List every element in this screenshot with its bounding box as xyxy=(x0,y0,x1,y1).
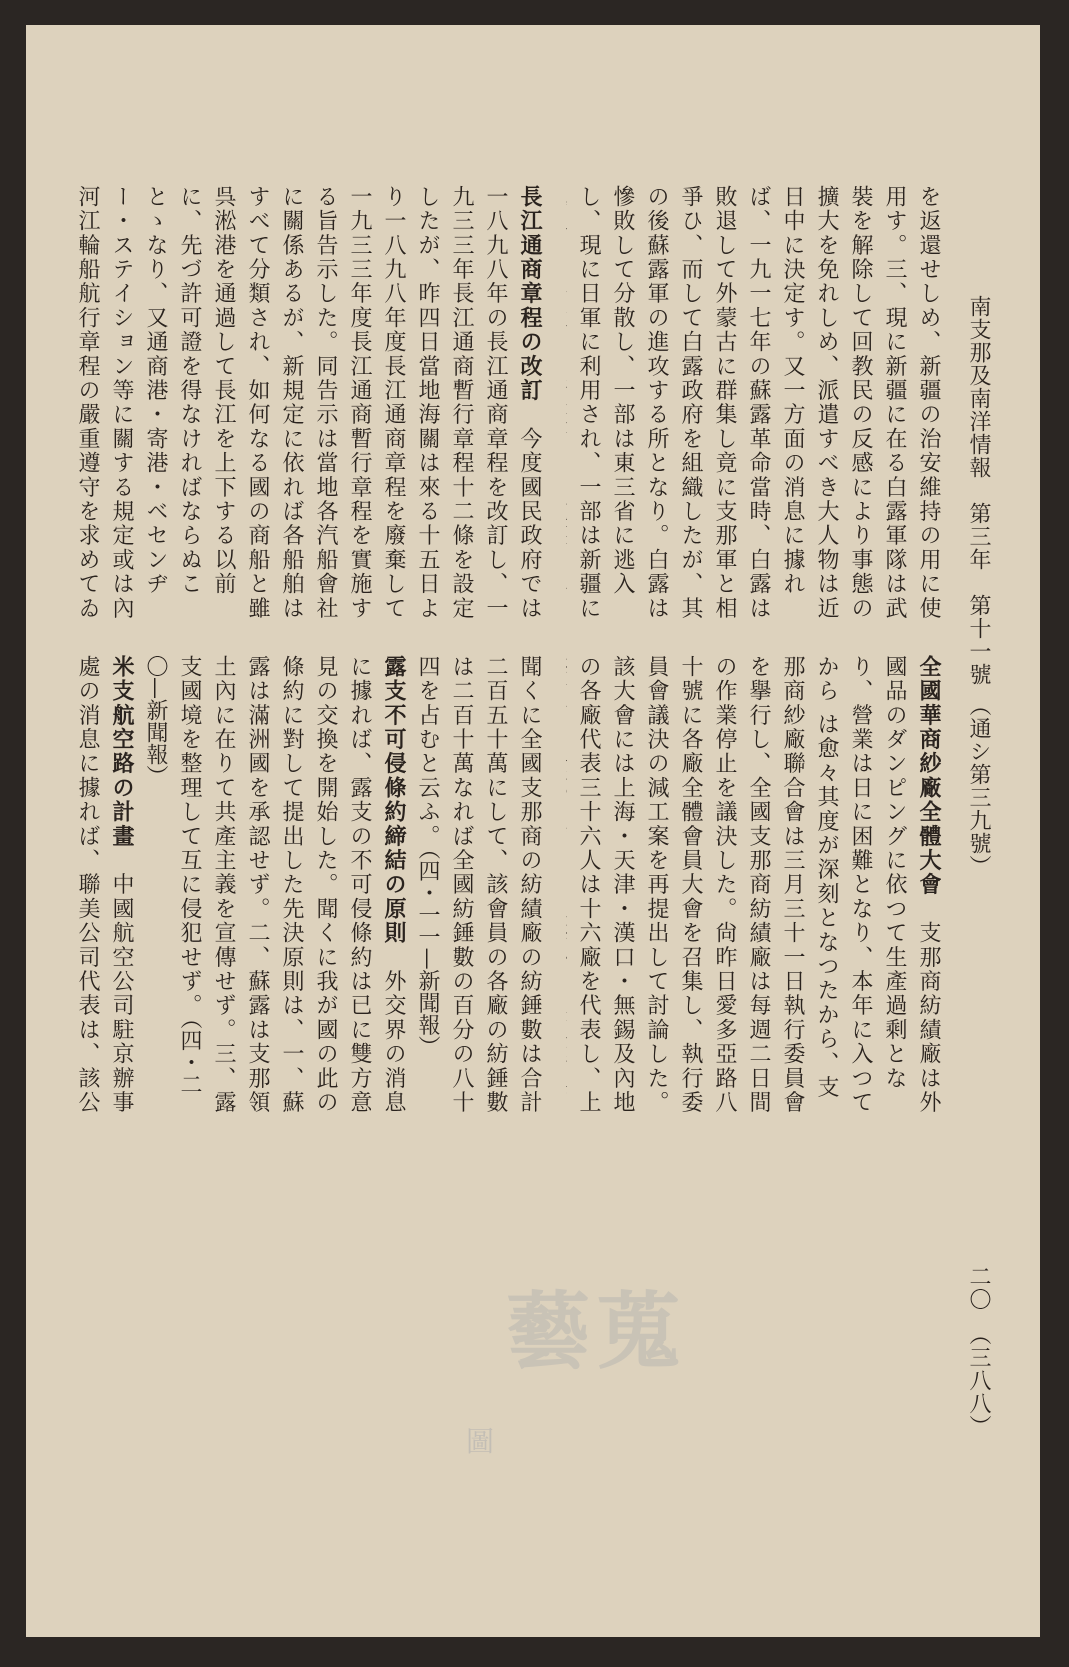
article-aviation xyxy=(66,655,138,1115)
article-body: 支那商紡績廠は外國品のダンピングに依つて生產過剩となり、營業は日に困難となり、本年に入つてから は愈々其度が深刻となつたから、支那商紗廠聯合會は三月三十一日執行委員會を擧行し、全國支那商紡績廠は每週二日間の作業停止を議決した。尙昨日愛多亞路八十號に各廠全體會員大會を召集し、執行委員會議決の減工案を再提出して討論した。該大會には上海・天津・漢口・無錫及內地の各廠代表三十六人は十六廠を代表し、上 xyxy=(576,655,941,1115)
article-title: 全國華商紗廠全體大會 xyxy=(916,655,941,897)
running-header xyxy=(963,295,994,878)
article-title: 米支航空路の計畫 xyxy=(109,655,134,849)
article-cotton-congress xyxy=(566,655,945,1115)
upper-right-column-block xyxy=(566,185,945,635)
article-soviet-treaty xyxy=(138,655,410,1115)
page-number: 二〇 xyxy=(966,1265,991,1311)
journal-title: 南支那及南洋情報 xyxy=(966,295,991,479)
issue-label: 第十一號 xyxy=(966,594,991,686)
article-yangtze-charter xyxy=(66,185,546,635)
article-bishop-census xyxy=(410,655,546,1115)
lower-left-column-block xyxy=(66,655,546,1115)
page-number-block xyxy=(963,1265,994,1438)
article-xinjiang-cont xyxy=(566,185,945,635)
article-body: 中國航空公司駐京辦事處の消息に據れば、聯美公司代表は、該公 xyxy=(75,655,134,1115)
article-body: 今度國民政府では一八九八年の長江通商章程を改訂し、一九三三年長江通商暫行章程十二條を設定したが、昨四日當地海關は來る十五日より一八九八年度長江通商章程を廢棄して一九三三年度長江通商暫行章程を實施する旨告示した。同告示は當地各汽船會社に關係あるが、新規定に依れば各船舶はすべて分類され、如何なる國の商船と雖呉淞港を通過して長江を上下する以前に、先づ許可證を得なければならぬことゝなり、又通商港・寄港・ベセンヂー・ステイション等に關する規定或は內河江輪船航行章程の嚴重遵守を求めてゐ xyxy=(75,185,542,621)
article-body: を返還せしめ、新疆の治安維持の用に使用す。三、現に新疆に在る白露軍隊は武裝を解除して回教民の反感により事態の擴大を免れしめ、派遣すべき大人物は近日中に決定す。又一方面の消息に據れば、一九一七年の蘇露革命當時、白露は敗退して外蒙古に群集し竟に支那軍と相爭ひ、而して白露政府を組織したが、其の後蘇露軍の進攻する所となり。白露は慘敗して分散し、一部は東三省に逃入し、現に日軍に利用され、一部は新疆に xyxy=(576,185,941,621)
article-body: 外交界の消息に據れば、露支の不可侵條約は已に雙方意見の交換を開始した。聞くに我が國の此の條約に對して提出した先決原則は、一、蘇露は滿洲國を承認せず。二、蘇露は支那領土內に在りて共產主義を宣傳せず。三、露支國境を整理して互に侵犯せず。 xyxy=(177,655,406,1115)
volume-label: 第三年 xyxy=(966,502,991,571)
lower-right-column-block xyxy=(566,655,945,1115)
article-title: 長江通商章程の改訂 xyxy=(517,185,542,403)
total-page-number: （三八八） xyxy=(966,1334,991,1438)
article-body: 聞くに全國支那商の紡績廠の紡錘數は合計二百五十萬にして、該會員の各廠の紡錘數は二百十萬なれば全國紡錘數の百分の八十四を占むと云ふ。 xyxy=(415,655,542,1115)
serial-label: （通シ第三九號） xyxy=(966,694,991,878)
article-title: 露支不可侵條約締結の原則 xyxy=(381,655,406,946)
article-source: （四・一一—新聞報） xyxy=(415,848,440,1058)
article-source: （四・二〇—新聞報） xyxy=(143,655,202,1095)
upper-left-column-block xyxy=(66,185,546,635)
watermark-text: 圖 xyxy=(466,1425,499,1458)
watermark-logo: 藝蒐 xyxy=(506,1283,687,1381)
journal-page xyxy=(26,25,1040,1637)
